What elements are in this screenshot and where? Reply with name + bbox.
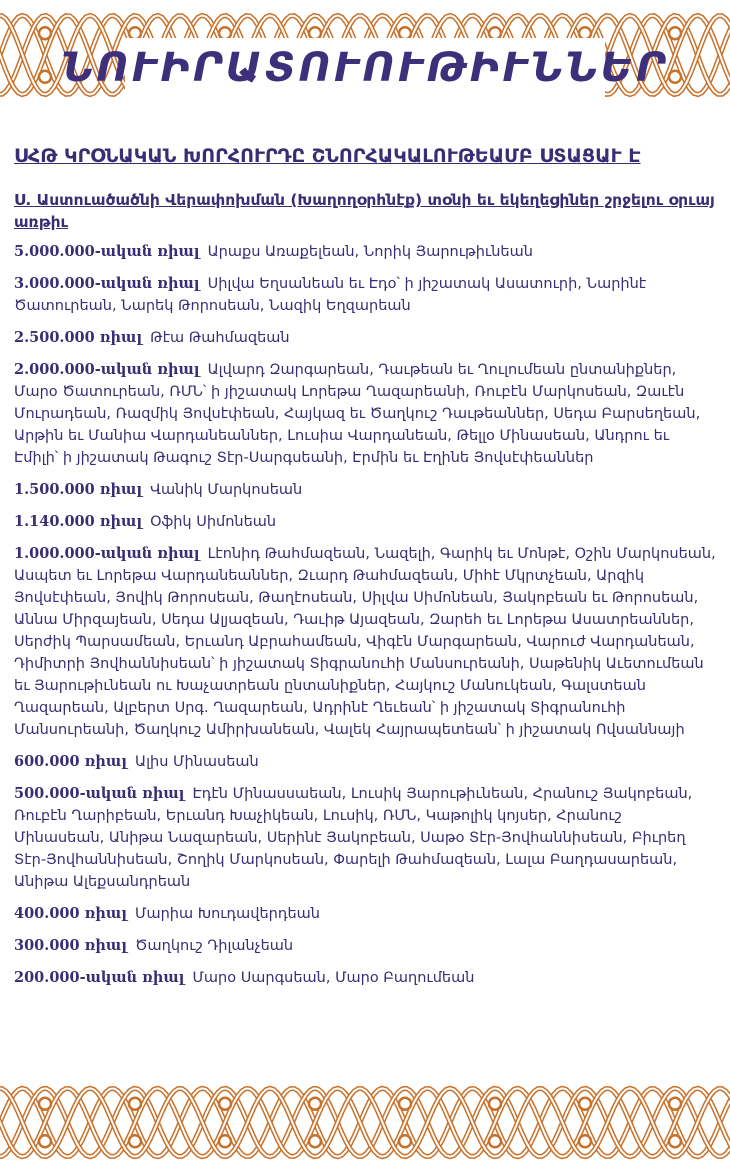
donation-amount: 500.000-ական ռիալ <box>14 785 185 802</box>
braid-knot <box>309 1135 321 1147</box>
donation-entry <box>14 479 716 501</box>
braid-ornament-bottom <box>0 1075 730 1170</box>
braid-knot <box>669 27 681 39</box>
donor-names: Լէոնիդ Թահմազեան, Նազելի, Գարիկ եւ Մոնթէ, Օշին Մարկոսեան, Ասպետ եւ Լորեթա Վարդանեաններ, Զւարդ Թահմազեան, Միհէ Մկրտչեան, Արզիկ Յովսէփեան, Յովիկ Թորոսեան, Թաղէոսեան, Սիլվա Սիմոնեան, Յակոբեան եւ Թորոսեան, Աննա Միրզայեան, Սեդա Ալյազեան, Դաւիթ Այազեան, Զարեհ եւ Լորեթա Ասատրեաններ, Սերժիկ Պարսամեան, Երւանդ Աբրահամեան, Վիգէն Մարգարեան, Վարուժ Վարդանեան, Դիմիտրի Յովհաննիսեան՝ ի յիշատակ Տիգրանուհի Մանսուրեանի, Սաթենիկ Աւետումեան եւ Յարութիւնեան ու Խաչատրեան ընտանիքներ, Հայկուշ Մանուկեան, Գալստեան Ղազարեան, Ալբերտ Սրգ. Ղազարեան, Ադրինէ Ղեւեան՝ ի յիշատակ Տիգրանուհի Մանսուրեանի, Ծաղկուշ Ամիրխանեան, Վալեկ Հայրապետեան՝ ի յիշատակ Ովսաննայի <box>14 546 716 738</box>
donor-names: Ալվարդ Զարգարեան, Դաւթեան եւ Ղուլումեան ընտանիքներ, Մարօ Ծատուրեան, ՌՄՆ՝ ի յիշատակ Լորեթա Ղազարեանի, Ռուբէն Մարկոսեան, Զաւէն Մուրադեան, Ռազմիկ Յովսէփեան, Հայկազ եւ Ծաղկուշ Դաւթեաններ, Սեդա Բարսեղեան, Արթին եւ Մանիա Վարդանեաններ, Լուսիա Վարդանեան, Թելլօ Մինասեան, Անդրու եւ Էմիլի՝ ի յիշատակ Թագուշ Տէր-Սարգսեանի, Էրմին եւ Էղինե Յովսէփեաններ <box>14 362 701 466</box>
donor-names: Սիլվա Եղսանեան եւ Էդօ՝ ի յիշատակ Ասատուրի, Նարինէ Ծատուրեան, Նարեկ Թորոսեան, Նազիկ Եղզարեան <box>14 276 647 314</box>
braid-knot <box>219 1098 231 1110</box>
donation-entry <box>14 935 716 957</box>
donation-amount: 2.500.000 ռիալ <box>14 329 143 346</box>
donor-names: Ծաղկուշ Դիլանչեան <box>134 938 294 954</box>
section-heading: ՍՀԹ ԿՐՕՆԱԿԱՆ ԽՈՐՀՈՒՐԴԸ ՇՆՈՐՀԱԿԱԼՈՒԹԵԱՄԲ ՍՏԱՑԱՒ Է <box>14 145 641 167</box>
donation-amount: 1.140.000 ռիալ <box>14 513 143 530</box>
donation-entry <box>14 241 716 263</box>
donation-amount: 1.000.000-ական ռիալ <box>14 545 200 562</box>
donation-entry <box>14 903 716 925</box>
braid-knot <box>219 1135 231 1147</box>
braid-knot <box>39 27 51 39</box>
donation-amount: 5.000.000-ական ռիալ <box>14 243 200 260</box>
donation-entry <box>14 511 716 533</box>
donation-entry <box>14 967 716 989</box>
donor-names: Ալիս Մինասեան <box>134 754 259 770</box>
page-title: ՆՈՒԻՐԱՏՈՒՈՒԹԻՒՆՆԵՐ <box>61 45 669 91</box>
braid-knot <box>669 1135 681 1147</box>
braid-knot <box>129 1098 141 1110</box>
donation-amount: 1.500.000 ռիալ <box>14 481 143 498</box>
donation-entry <box>14 273 716 317</box>
donation-amount: 2.000.000-ական ռիալ <box>14 361 200 378</box>
donation-entry <box>14 783 716 893</box>
braid-knot <box>669 1098 681 1110</box>
donation-entry <box>14 327 716 349</box>
donor-names: Արաքս Առաքելեան, Նորիկ Յարութիւնեան <box>207 244 533 260</box>
bottom-ornament-band <box>0 1075 730 1170</box>
braid-knot <box>489 1135 501 1147</box>
braid-knot <box>129 1135 141 1147</box>
braid-knot <box>579 1098 591 1110</box>
donor-names: Վանիկ Մարկոսեան <box>150 482 303 498</box>
donor-names: Մարօ Սարգսեան, Մարօ Բաղումեան <box>192 970 475 986</box>
donation-amount: 300.000 ռիալ <box>14 937 127 954</box>
braid-knot <box>309 1098 321 1110</box>
donor-names: Օֆիկ Սիմոնեան <box>150 514 277 530</box>
braid-knot <box>39 1098 51 1110</box>
braid-knot <box>669 71 681 83</box>
donor-names: Էդէն Մինասսաեան, Լուսիկ Յարութիւնեան, Հրանուշ Յակոբեան, Ռուբէն Ղարիբեան, Երւանդ Խաչիկեան, Լուսիկ, ՌՄՆ, Կաթոլիկ կոյսեր, Հրանուշ Մինասեան, Անիթա Նազարեան, Սերինէ Յակոբեան, Սաթօ Տէր-Յովհաննիսեան, Բիւրեղ Տէր-Յովհաննիսեան, Շողիկ Մարկոսեան, Փարելի Թահմազեան, Լալա Բաղդասարեան, Անիթա Ալեքսանդրեան <box>14 786 693 890</box>
donations-content <box>14 145 716 999</box>
braid-knot <box>489 1098 501 1110</box>
donor-names: Մարիա Խուդավերդեան <box>134 906 320 922</box>
donation-amount: 200.000-ական ռիալ <box>14 969 185 986</box>
donation-entry <box>14 359 716 469</box>
braid-knot <box>579 1135 591 1147</box>
donation-amount: 3.000.000-ական ռիալ <box>14 275 200 292</box>
title-plate <box>61 38 669 98</box>
braid-knot <box>399 1098 411 1110</box>
braid-knot <box>39 71 51 83</box>
occasion-subheading: Ս. Աստուածածնի Վերափոխման (Խաղողօրհնէք) տօնի եւ եկեղեցիներ շրջելու օրւայ առթիւ <box>14 191 715 231</box>
braid-knot <box>399 1135 411 1147</box>
braid-knot <box>39 1135 51 1147</box>
donation-entry <box>14 751 716 773</box>
donation-amount: 400.000 ռիալ <box>14 905 127 922</box>
donation-amount: 600.000 ռիալ <box>14 753 127 770</box>
donor-names: Թէա Թահմազեան <box>150 330 290 346</box>
donation-entry <box>14 543 716 741</box>
